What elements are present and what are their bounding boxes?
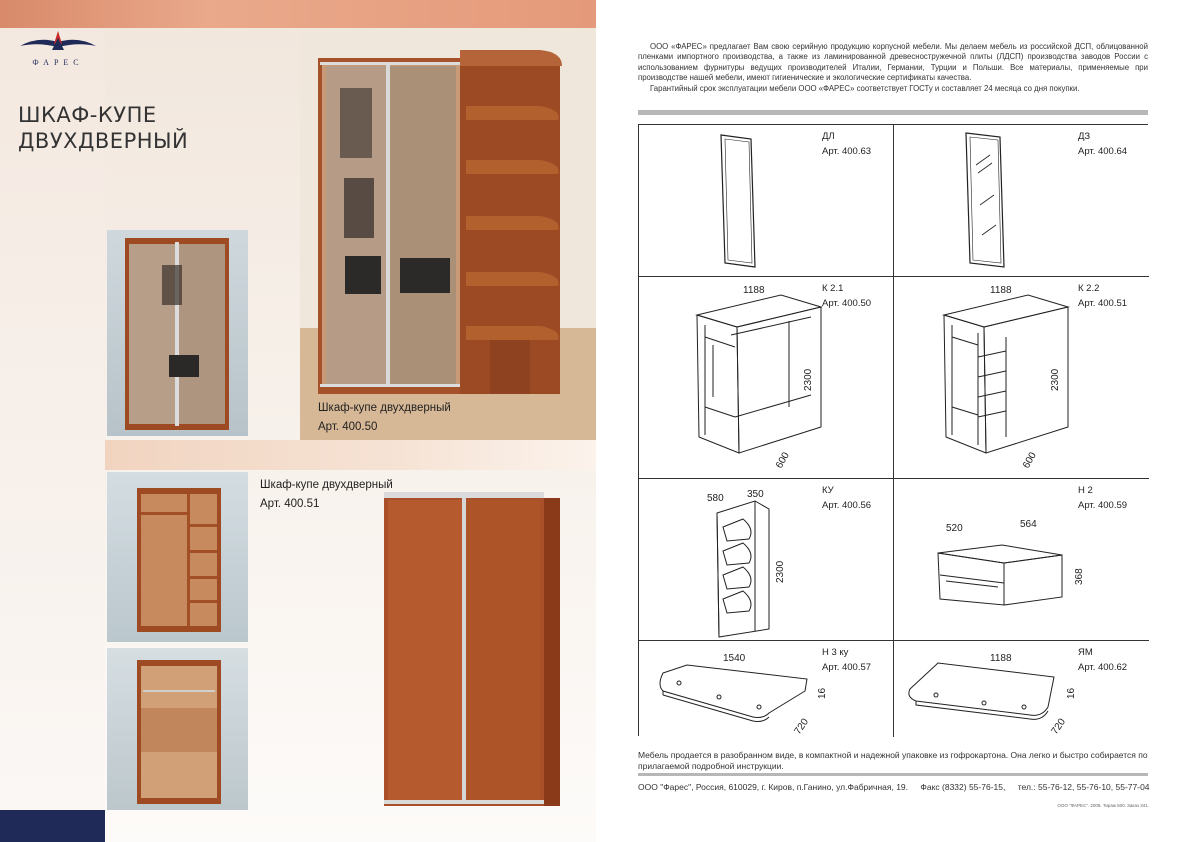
spec-art: Арт. 400.59 [1078,500,1128,511]
footer-address: ООО "Фарес", Россия, 610029, г. Киров, п.Ганино, ул.Фабричная, 19. [638,782,909,792]
product-photo-open-shelves [107,472,248,642]
dim-width: 1188 [743,285,765,296]
caption-400-51 [260,476,393,514]
dim-depth-1: 580 [707,493,724,504]
spec-label [822,129,884,159]
dim-height: 2300 [803,368,814,391]
title-line-2: ДВУХДВЕРНЫЙ [18,129,189,153]
dim-depth-2: 350 [747,489,764,500]
spec-code: К 2.1 [822,283,844,294]
product-photo-wood-doors [370,478,565,810]
dim-depth: 520 [946,523,963,534]
dim-width: 1188 [990,285,1012,296]
spec-label [1078,483,1140,513]
divider-bottom [638,773,1148,776]
spec-cell-yam [894,641,1149,737]
caption-art: Арт. 400.51 [260,498,320,510]
spec-cell-dl [639,125,894,277]
spec-label [822,645,884,675]
product-spec-grid [638,124,1148,736]
dim-width: 564 [1020,519,1037,530]
spec-art: Арт. 400.63 [822,146,872,157]
dim-height: 368 [1074,568,1085,585]
spec-cell-n2 [894,479,1149,641]
footer-fax: Факс (8332) 55-76-15, [920,782,1006,792]
product-photo-hanger [107,648,248,810]
spec-cell-ku [639,479,894,641]
dim-depth: 720 [1049,716,1069,737]
bottom-band [0,810,105,842]
page-title [18,102,188,154]
footer-tel: тел.: 55-76-12, 55-76-10, 55-77-04 [1017,782,1150,792]
spec-art: Арт. 400.56 [822,500,872,511]
spec-code: К 2.2 [1078,283,1100,294]
spec-code: КУ [822,485,834,496]
dim-depth: 600 [1021,450,1039,471]
spec-label [1078,281,1140,311]
spec-code: Н 3 ку [822,647,849,658]
spec-label [822,281,884,311]
spec-code: ЯМ [1078,647,1093,658]
title-line-1: ШКАФ-КУПЕ [18,103,157,127]
spec-label [1078,129,1140,159]
spec-art: Арт. 400.50 [822,298,872,309]
caption-name: Шкаф-купе двухдверный [260,479,393,491]
product-photo-mirror-wardrobe [107,230,248,436]
dim-depth: 720 [792,716,812,737]
spec-cell-dz [894,125,1149,277]
dim-thickness: 16 [1066,687,1077,699]
dim-length: 1188 [990,653,1012,664]
caption-name: Шкаф-купе двухдверный [318,402,451,414]
spec-code: ДЛ [822,131,835,142]
right-page [596,0,1191,842]
spec-art: Арт. 400.57 [822,662,872,673]
assembly-note: Мебель продается в разобранном виде, в компактной и надежной упаковке из гофрокартона. Она легко и быстро собирается по прилагаемой подробной инструкции. [638,750,1148,771]
dim-height: 2300 [1050,368,1061,391]
dim-length: 1540 [723,653,746,664]
spec-cell-k21 [639,277,894,479]
dim-depth: 600 [774,450,792,471]
intro-paragraph-1: ООО «ФАРЕС» предлагает Вам свою серийную продукцию корпусной мебели. Мы делаем мебель из российской ДСП, облицованной пленками импортного производства, а также из ламинированной древесностружечной плиты (ЛДСП) производства заводов России с использованием фурнитуры ведущих производителей Италии, Германии, Турции и Польши. Все материалы, применяемые при производстве нашей мебели, имеют гигиенические и экологические сертификаты качества. [638,42,1148,83]
logo-text: ФАРЕС [32,58,84,67]
intro-text [638,42,1148,94]
spec-art: Арт. 400.64 [1078,146,1128,157]
spec-label [822,483,884,513]
main-product-photo [300,28,596,440]
contacts-footer [638,782,1148,792]
divider-top [638,110,1148,115]
intro-paragraph-2: Гарантийный срок эксплуатации мебели ООО «ФАРЕС» соответствует ГОСТу и составляет 24 месяца со дня покупки. [650,83,1080,93]
spec-art: Арт. 400.62 [1078,662,1128,673]
spec-code: Н 2 [1078,485,1093,496]
dim-height: 2300 [775,560,786,583]
spec-art: Арт. 400.51 [1078,298,1128,309]
mid-band [105,440,596,470]
spec-label [1078,645,1140,675]
caption-art: Арт. 400.50 [318,421,378,433]
spec-cell-n3ku [639,641,894,737]
print-info: ООО "ФАРЕС". 2008. Тираж 500. Заказ 341. [1057,803,1149,808]
spec-cell-k22 [894,277,1149,479]
dim-thickness: 16 [817,687,828,699]
spec-code: ДЗ [1078,131,1091,142]
caption-400-50 [318,399,451,437]
top-band [0,0,596,28]
